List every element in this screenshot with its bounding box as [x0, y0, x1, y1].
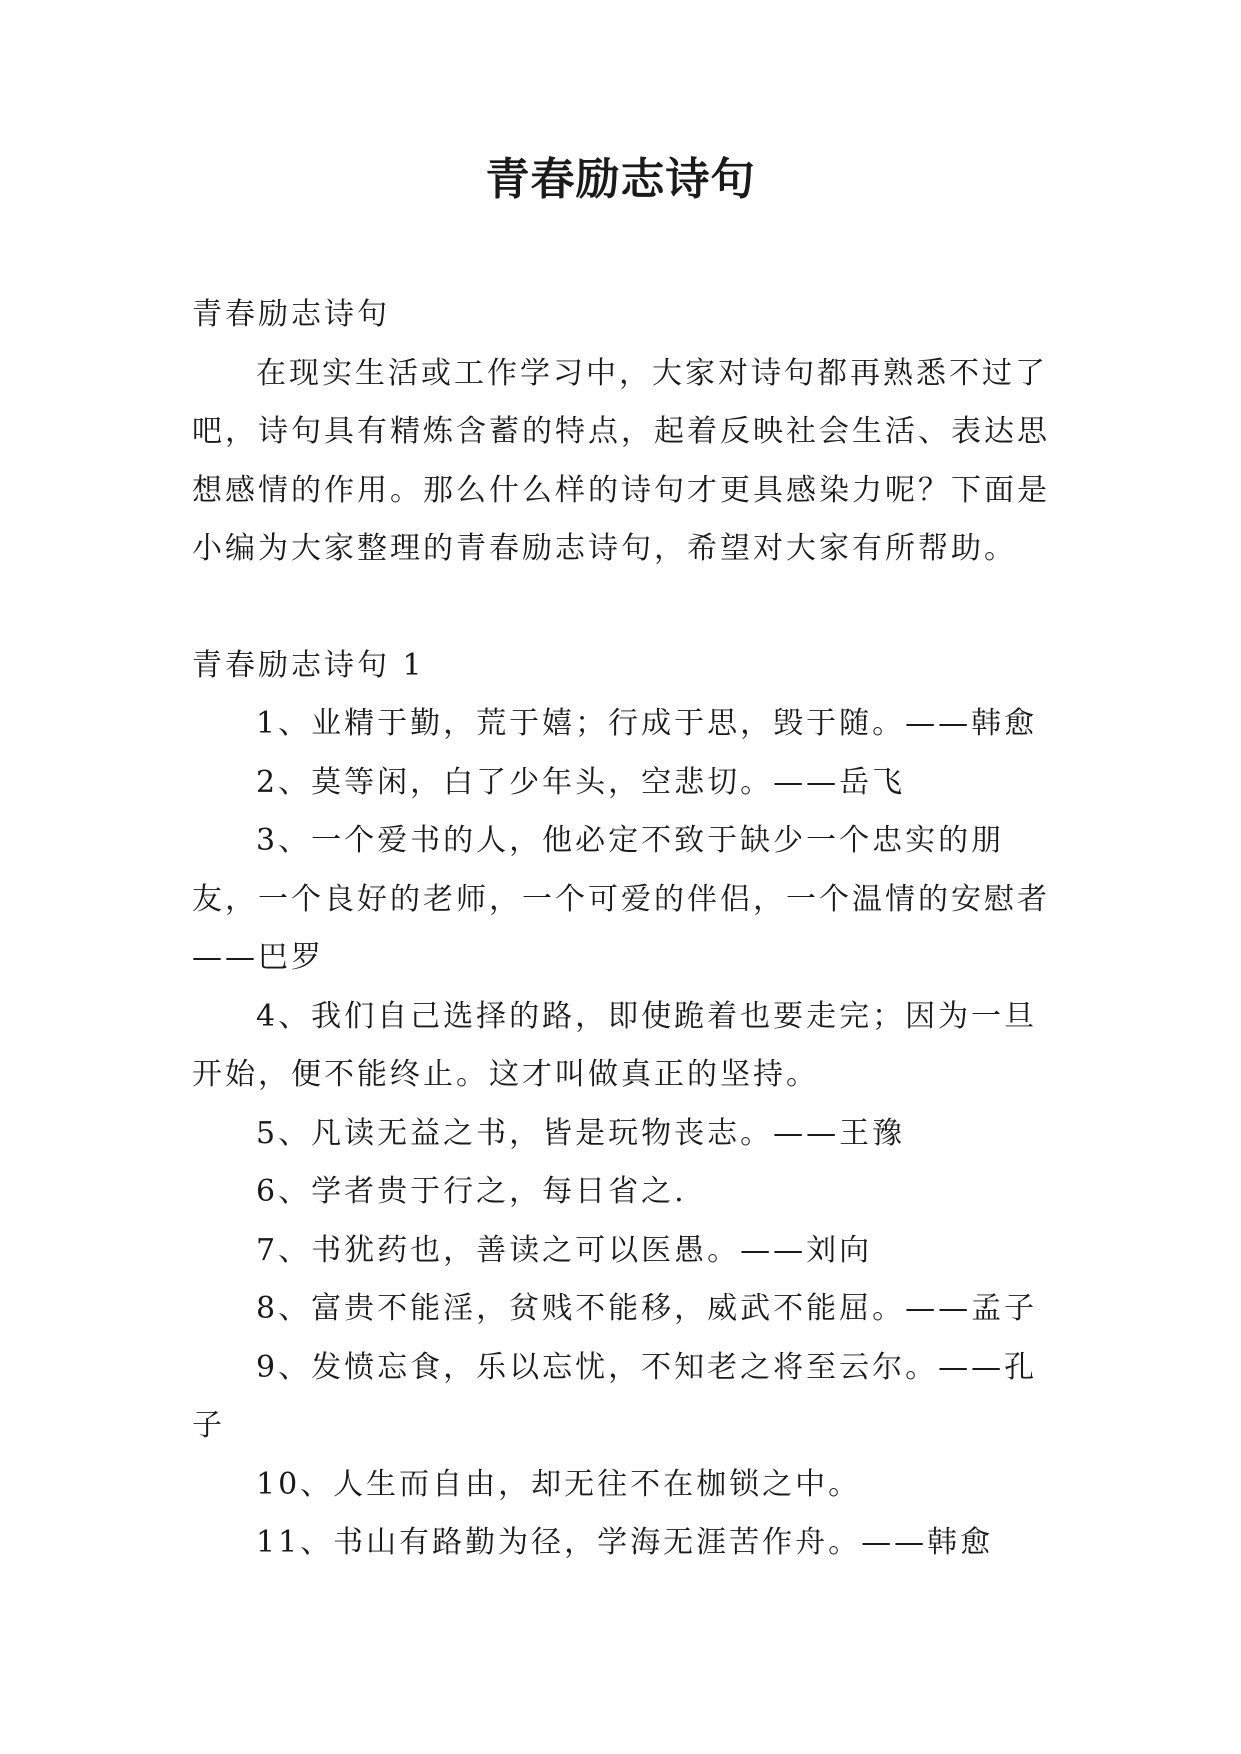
quote-item: 10、人生而自由，却无往不在枷锁之中。 [256, 1466, 862, 1502]
quote-item: 1、业精于勤，荒于嬉；行成于思，毁于随。——韩愈 [256, 706, 1038, 741]
document-body [192, 286, 1062, 1573]
quote-item: 4、我们自己选择的路，即使跪着也要走完；因为一旦开始，便不能终止。这才叫做真正的坚持。 [192, 998, 1038, 1092]
quote-item: 3、一个爱书的人，他必定不致于缺少一个忠实的朋友，一个良好的老师，一个可爱的伴侣，一个温情的安慰者——巴罗 [192, 823, 1050, 975]
quote-item: 7、书犹药也，善读之可以医愚。——刘向 [256, 1232, 873, 1268]
quote-item: 5、凡读无益之书，皆是玩物丧志。——王豫 [256, 1115, 906, 1151]
quote-item: 11、书山有路勤为径，学海无涯苦作舟。——韩愈 [256, 1525, 994, 1560]
document-subtitle: 青春励志诗句 [192, 297, 390, 332]
quote-item: 6、学者贵于行之，每日省之. [256, 1174, 687, 1209]
document-title: 青春励志诗句 [485, 154, 756, 205]
quote-item: 8、富贵不能淫，贫贱不能移，威武不能屈。——孟子 [256, 1291, 1038, 1326]
quote-item: 9、发愤忘食，乐以忘忧，不知老之将至云尔。——孔子 [192, 1349, 1038, 1443]
section-heading: 青春励志诗句 1 [192, 647, 425, 683]
intro-paragraph: 在现实生活或工作学习中，大家对诗句都再熟悉不过了吧，诗句具有精炼含蓄的特点，起着反映社会生活、表达思想感情的作用。那么什么样的诗句才更具感染力呢？下面是小编为大家整理的青春励志诗句，希望对大家有所帮助。 [192, 355, 1050, 566]
quote-item: 2、莫等闲，白了少年头，空悲切。——岳飞 [256, 764, 906, 800]
